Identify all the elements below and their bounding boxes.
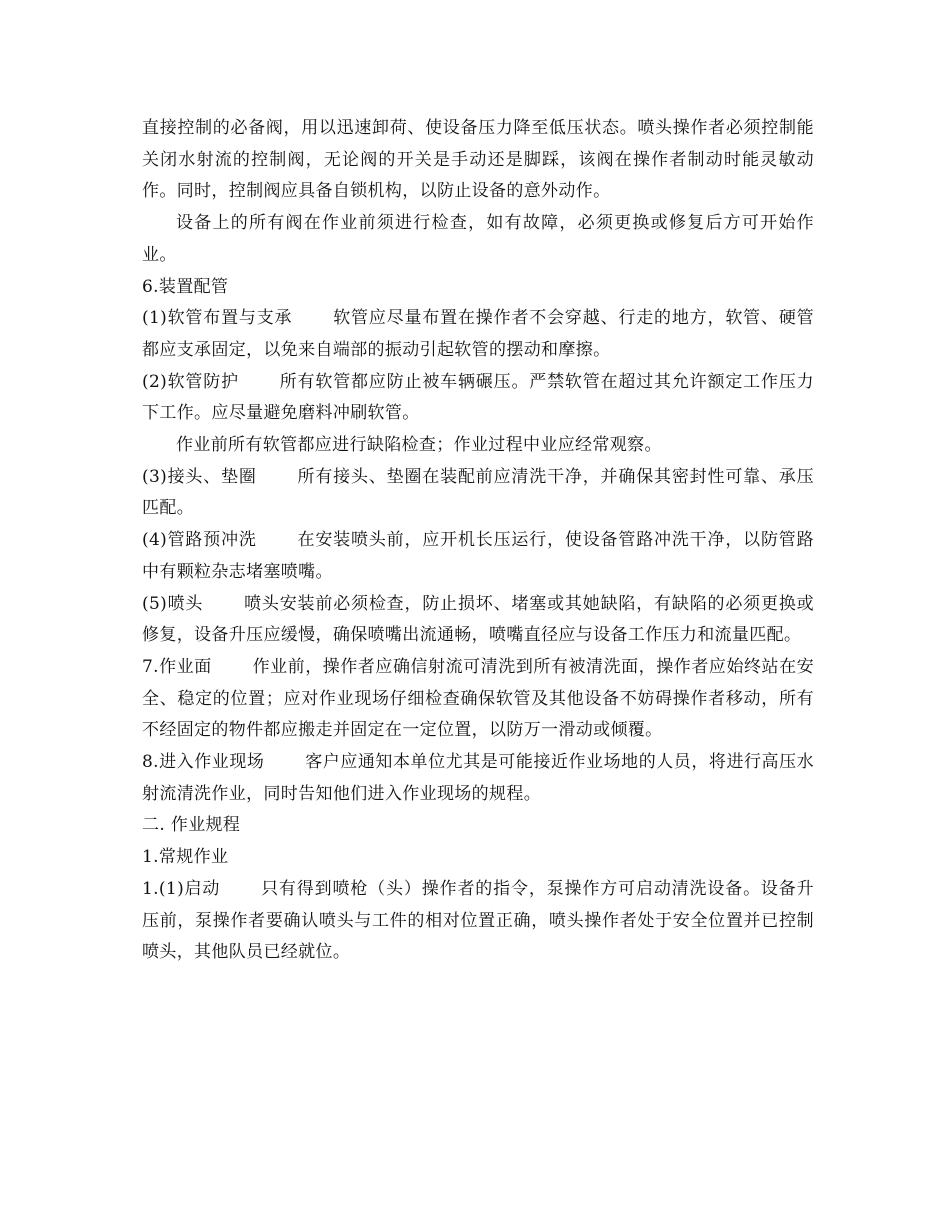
list-item-pre-flush	[142, 525, 814, 588]
paragraph-valve-control: 直接控制的必备阀，用以迅速卸荷、使设备压力降至低压状态。喷头操作者必须控制能关闭水射流的控制阀，无论阀的开关是手动还是脚踩，该阀在操作者制动时能灵敏动作。同时，控制阀应具备自锁机构，以防止设备的意外动作。	[142, 118, 814, 202]
item-label: (2)软管防护	[142, 371, 239, 392]
item-label: (4)管路预冲洗	[142, 530, 257, 551]
item-text: 作业前，操作者应确信射流可清洗到所有被清洗面，操作者应始终站在安全、稳定的位置；应对作业现场仔细检查确保软管及其他设备不妨碍操作者移动，所有不经固定的物件都应搬走并固定在一定位置，以防万一滑动或倾覆。	[142, 656, 814, 741]
list-item-startup	[142, 874, 814, 969]
document-body	[142, 113, 814, 969]
list-item-hose-protection	[142, 367, 814, 430]
item-text: 所有软管都应防止被车辆碾压。严禁软管在超过其允许额定工作压力下工作。应尽量避免磨料冲刷软管。	[142, 371, 815, 424]
item-text: 软管应尽量布置在操作者不会穿越、行走的地方，软管、硬管都应支承固定，以免来自端部的振动引起软管的摆动和摩擦。	[142, 308, 814, 360]
item-label: 7.作业面	[142, 656, 212, 677]
list-item-hose-layout	[142, 303, 814, 366]
list-item-work-surface	[142, 652, 814, 747]
list-item-nozzle	[142, 589, 814, 652]
paragraph-valve-inspection: 设备上的所有阀在作业前须进行检查，如有故障，必须更换或修复后方可开始作业。	[142, 213, 814, 265]
item-text: 在安装喷头前，应开机长压运行，使设备管路冲洗干净，以防管路中有颗粒杂志堵塞喷嘴。	[142, 530, 814, 582]
item-text: 客户应通知本单位尤其是可能接近作业场地的人员，将进行高压水射流清洗作业，同时告知他们进入作业现场的规程。	[142, 752, 814, 804]
subsection-heading-routine: 1.常规作业	[142, 847, 229, 868]
item-text: 喷头安装前必须检查，防止损坏、堵塞或其她缺陷，有缺陷的必须更换或修复，设备升压应缓慢，确保喷嘴出流通畅，喷嘴直径应与设备工作压力和流量匹配。	[142, 593, 814, 646]
item-label: 1.(1)启动	[142, 878, 221, 899]
item-label: 8.进入作业现场	[142, 752, 265, 773]
item-label: (3)接头、垫圈	[142, 466, 257, 487]
list-item-joints-gaskets	[142, 462, 814, 525]
section-heading-piping: 6.装置配管	[142, 276, 229, 297]
list-item-site-entry	[142, 747, 814, 810]
item-label: (5)喷头	[142, 593, 204, 614]
item-text: 所有接头、垫圈在装配前应清洗干净，并确保其密封性可靠、承压匹配。	[142, 466, 814, 519]
item-label: (1)软管布置与支承	[142, 308, 293, 329]
paragraph-hose-inspection: 作业前所有软管都应进行缺陷检查；作业过程中业应经常观察。	[176, 435, 662, 456]
item-text: 只有得到喷枪（头）操作者的指令，泵操作方可启动清洗设备。设备升压前，泵操作者要确认喷头与工件的相对位置正确，喷头操作者处于安全位置并已控制喷头，其他队员已经就位。	[142, 878, 814, 963]
section-heading-procedures: 二. 作业规程	[142, 815, 241, 836]
